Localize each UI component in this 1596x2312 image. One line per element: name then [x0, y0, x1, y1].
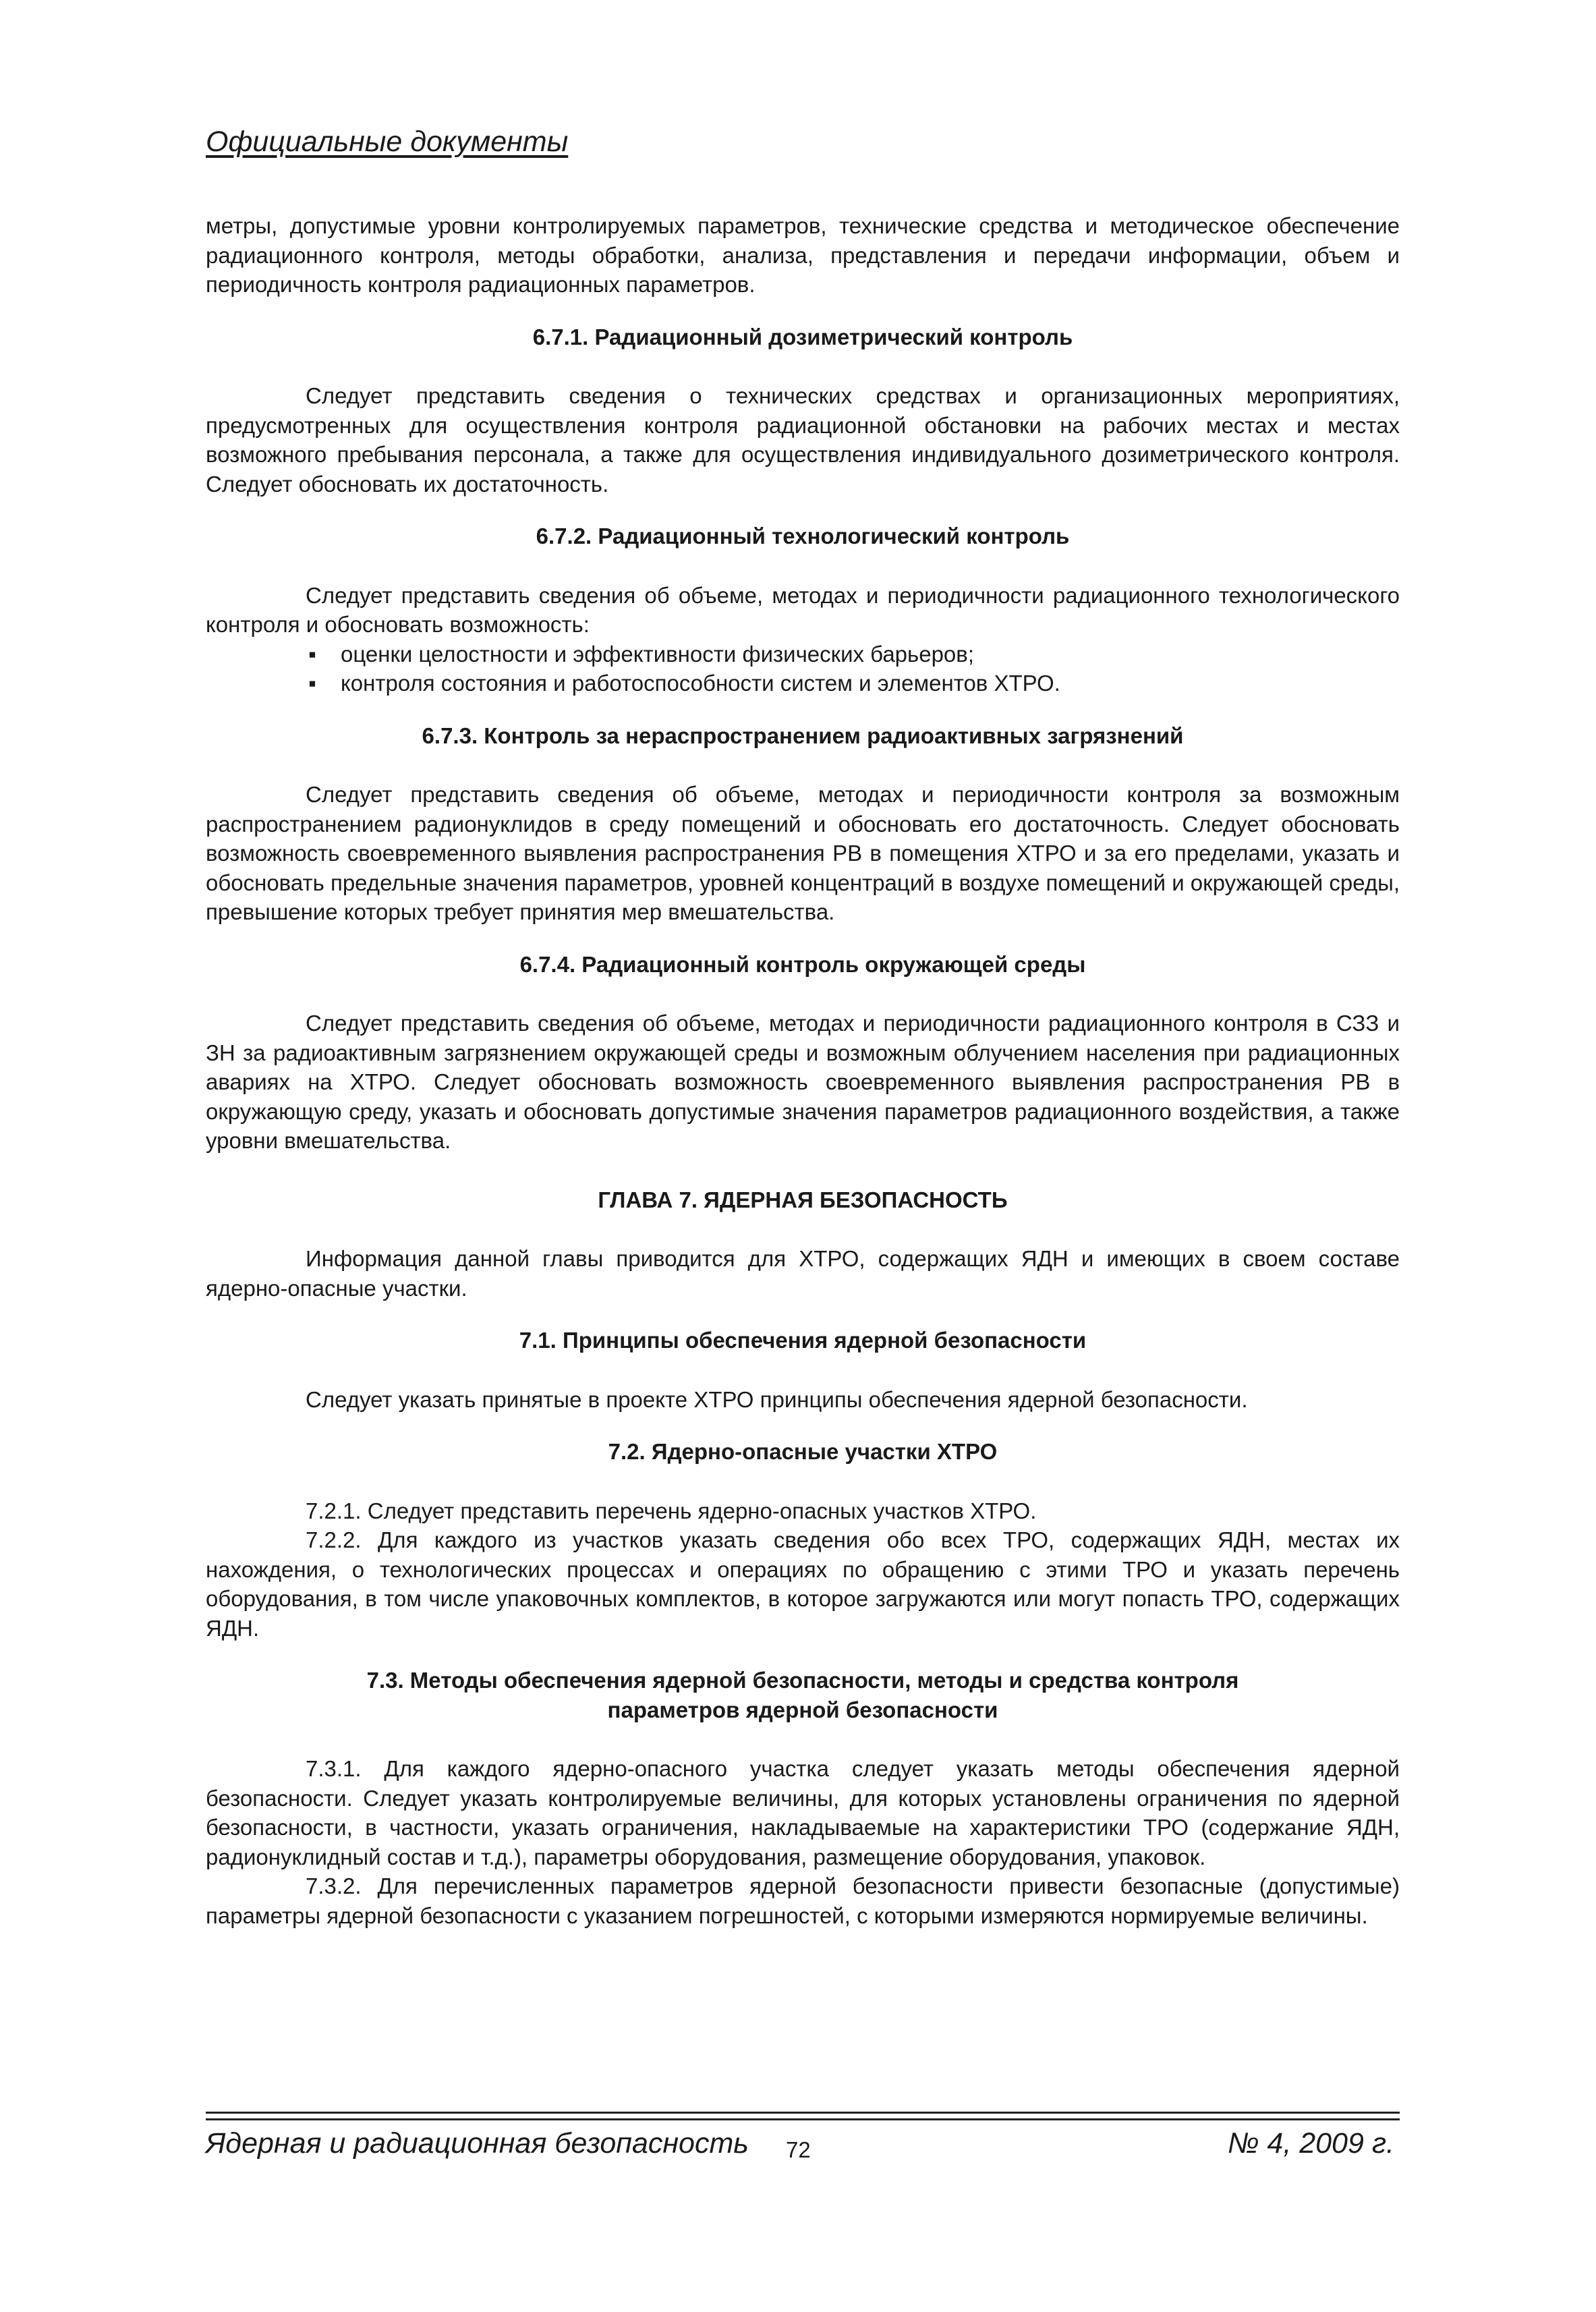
section-7-2-1-text: 7.2.1. Следует представить перечень ядерно-опасных участков ХТРО.: [306, 1498, 1037, 1523]
list-item-text: контроля состояния и работоспособности систем и элементов ХТРО.: [341, 671, 1060, 696]
bullet-icon: ▪: [308, 641, 316, 667]
footer-rule: [206, 2112, 1400, 2114]
section-6-7-2-heading: 6.7.2. Радиационный технологический контроль: [536, 524, 1070, 548]
intro-paragraph: метры, допустимые уровни контролируемых параметров, технические средства и методическое обеспечение радиационного контроля, методы обработки, анализа, представления и передачи информации, объем и периодичность контроля радиационных параметров.: [206, 213, 1400, 297]
section-7-3-1-text: 7.3.1. Для каждого ядерно-опасного участка следует указать методы обеспечения ядерной безопасности. Следует указать контролируемые величины, для которых установлены ограничения по ядерной безопасности, в частности, указать ограничения, накладываемые на характеристики ТРО (содержание ЯДН, радионуклидный состав и т.д.), параметры оборудования, размещение оборудования, упаковок.: [206, 1756, 1400, 1869]
section-7-3-heading-line2: параметров ядерной безопасности: [607, 1697, 998, 1722]
list-item: [206, 669, 1400, 698]
page-footer: [206, 2112, 1400, 2161]
list-item: [206, 640, 1400, 669]
list-item-text: оценки целостности и эффективности физических барьеров;: [341, 641, 974, 667]
chapter-7-heading: ГЛАВА 7. ЯДЕРНАЯ БЕЗОПАСНОСТЬ: [598, 1187, 1008, 1212]
section-6-7-1-text: Следует представить сведения о технических средствах и организационных мероприятиях, предусмотренных для осуществления контроля радиационной обстановки на рабочих местах и местах возможного пребывания персонала, а также для осуществления индивидуального дозиметрического контроля. Следует обосновать их достаточность.: [206, 383, 1400, 497]
section-7-2-2-text: 7.2.2. Для каждого из участков указать сведения обо всех ТРО, содержащих ЯДН, местах их нахождения, о технологических процессах и операциях по обращению с этими ТРО и указать перечень оборудования, в том числе упаковочных комплектов, в которое загружаются или могут попасть ТРО, содержащих ЯДН.: [206, 1527, 1400, 1641]
section-7-2-heading: 7.2. Ядерно-опасные участки ХТРО: [608, 1439, 998, 1464]
journal-title: Ядерная и радиационная безопасность: [206, 2127, 749, 2160]
section-7-3-2-text: 7.3.2. Для перечисленных параметров ядерной безопасности привести безопасные (допустимые) параметры ядерной безопасности с указанием погрешностей, с которыми измеряются нормируемые величины.: [206, 1873, 1400, 1928]
section-6-7-4-heading: 6.7.4. Радиационный контроль окружающей среды: [519, 951, 1086, 977]
issue-number: № 4, 2009 г.: [1227, 2127, 1394, 2160]
section-6-7-2-list: [206, 640, 1400, 698]
bullet-icon: ▪: [308, 671, 316, 696]
page-number: 72: [786, 2137, 811, 2162]
footer-row: [206, 2120, 1400, 2161]
section-7-3-heading-line1: 7.3. Методы обеспечения ядерной безопасности, методы и средства контроля: [366, 1668, 1239, 1693]
section-6-7-4-text: Следует представить сведения об объеме, методах и периодичности радиационного контроля в СЗЗ и ЗН за радиоактивным загрязнением окружающей среды и возможным облучением населения при радиационных авариях на ХТРО. Следует обосновать возможность своевременного выявления распространения РВ в окружающую среду, указать и обосновать допустимые значения параметров радиационного воздействия, а также уровни вмешательства.: [206, 1011, 1400, 1153]
section-7-1-text: Следует указать принятые в проекте ХТРО принципы обеспечения ядерной безопасности.: [306, 1386, 1248, 1412]
section-6-7-1-heading: 6.7.1. Радиационный дозиметрический контроль: [532, 324, 1073, 349]
section-6-7-3-text: Следует представить сведения об объеме, методах и периодичности контроля за возможным распространением радионуклидов в среду помещений и обосновать его достаточность. Следует обосновать возможность своевременного выявления распространения РВ в помещения ХТРО и за его пределами, указать и обосновать предельные значения параметров, уровней концентраций в воздухе помещений и окружающей среды, превышение которых требует принятия мер вмешательства.: [206, 782, 1400, 924]
chapter-7-text: Информация данной главы приводится для ХТРО, содержащих ЯДН и имеющих в своем составе ядерно-опасные участки.: [206, 1246, 1400, 1301]
section-7-1-heading: 7.1. Принципы обеспечения ядерной безопасности: [519, 1328, 1087, 1353]
section-6-7-3-heading: 6.7.3. Контроль за нераспространением радиоактивных загрязнений: [422, 723, 1184, 748]
section-6-7-2-text: Следует представить сведения об объеме, методах и периодичности радиационного технологического контроля и обосновать возможность:: [206, 582, 1400, 637]
section-7-3-heading: [206, 1666, 1400, 1724]
page-content: [206, 125, 1400, 1930]
running-header: Официальные документы: [206, 125, 569, 158]
